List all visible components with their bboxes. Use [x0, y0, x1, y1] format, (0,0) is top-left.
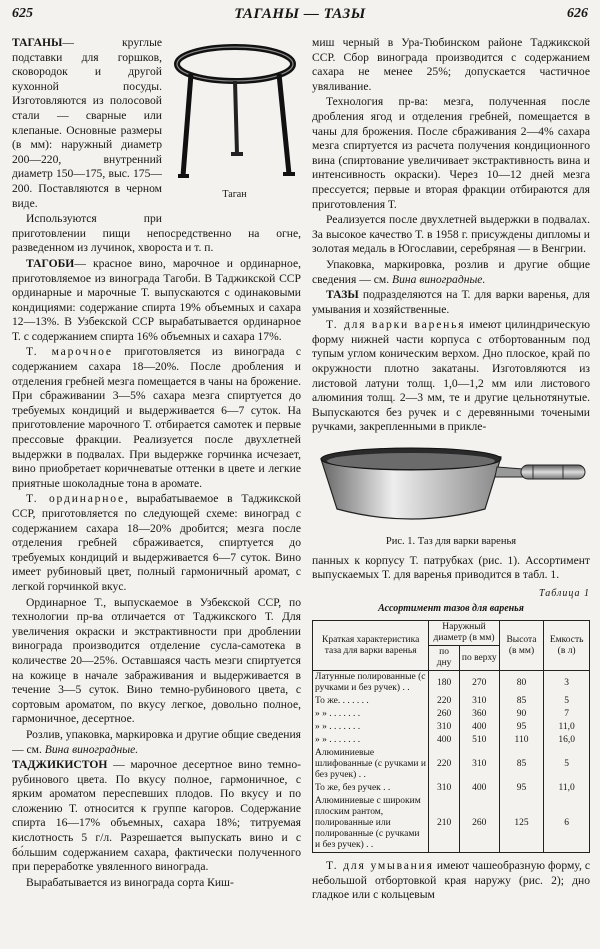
table-row	[313, 671, 590, 696]
th-top: по верху	[459, 646, 499, 671]
cell-capacity: 3	[544, 671, 590, 696]
table-title: Ассортимент тазов для варенья	[378, 603, 524, 615]
cell-height: 90	[499, 708, 544, 721]
right-column	[312, 36, 590, 903]
text-umyvanie: имеют чашеобразную форму, с небольшой отбортовкой края наружу (рис. 2); дно гладкое или с кольцевым	[312, 859, 590, 902]
cell-name: Алюминиевые с широким плоским рантом, полированные или полированные (с ручками и без ручек) . .	[313, 795, 429, 853]
text-tagany: — круглые подставки для горшков, сковородок и другой кухонной посуды. Изготовляются из полосовой стали — сварные или клепаные. Основные размеры (в мм): наружный диаметр 200—220, внутренний диаметр 150—175, выс. 175—200. Поставляются в черном виде.	[12, 36, 162, 210]
cell-top: 260	[459, 795, 499, 853]
cell-height: 80	[499, 671, 544, 696]
tagan-caption: Таган	[222, 189, 247, 200]
table-row	[313, 695, 590, 708]
page-number-left: 625	[12, 6, 33, 21]
cell-capacity: 5	[544, 747, 590, 782]
entry-tazy	[312, 288, 590, 317]
entry-tadzhikiston	[12, 758, 301, 875]
cell-bottom: 220	[429, 695, 460, 708]
cell-name: То же, без ручек . .	[313, 782, 429, 795]
text-marochnoe: приготовляется из винограда с содержанием сахара 18—20%. После дробления и отделения гребней мезга помещается в чаны на брожение. При сбраживании 3—5% сахара мезга спиртуется до требуемых кондиций и выдерживается 6—7 суток. На приготовление марочного Т. отбирается самотек и первые прессовые фракции. Реализуется после двухлетней выдержки в подвалах. При выдержке горчинка исчезает, вино приобретает коричневатые оттенки в цвете и легкие приятные шоколадные тона в аромате.	[12, 345, 301, 490]
cell-bottom: 260	[429, 708, 460, 721]
assortment-table	[312, 620, 590, 853]
cell-capacity: 6	[544, 795, 590, 853]
term-umyvanie: Т. для умывания	[326, 859, 434, 872]
xref-vina[interactable]: Вина виноградные.	[44, 742, 139, 756]
tagan-illustration	[171, 36, 299, 186]
para-cont: миш черный в Ура-Тюбинском районе Таджикской ССР. Сбор винограда производится с содержанием сахара не менее 25%; допускается частичное увяливание.	[312, 36, 590, 93]
para-vyrab: Вырабатывается из винограда сорта Киш-	[26, 875, 234, 889]
text-ordinarnoe: , вырабатываемое в Таджикской ССР, приготовляется по следующей схеме: виноград с содержанием сахара 18—20% дробится; мезга после отделения гребней сбраживается, спиртуется до требуемых кондиций и выдерживается 6—7 суток. Вино имеет рубиновый цвет, полный гармоничный аромат, с легкой горчинкой вкус.	[12, 492, 301, 593]
pan-illustration	[313, 443, 589, 531]
para-uzbek: Ординарное Т., выпускаемое в Узбекской ССР, по технологии пр-ва отличается от Таджикского Т. Для увеличения окраски и экстрактивности при дроблении винограда производится отделение сусла-самотека в количестве 20—25%. Оставшаяся часть мезги спиртуется на кожице в начале забраживания и выдерживается в течение 3—5 суток. Вино темно-рубинового цвета, с сортовым ароматом, по вкусу легкое, довольно полное, гармоничное, десертное.	[12, 595, 301, 726]
table-number: Таблица 1	[539, 587, 590, 599]
text-tadzhikiston: — марочное десертное вино темно-рубинового цвета. По вкусу полное, гармоничное, с ярким ароматом переспевших плодов. По вкусу и по сложению Т. относится к группе кагоров. Содержание спирта 16—17% объемных, сахара 18%; титруемая кислотность 5 г/л. Разрешается выпускать вино и с бо́льшим содержанием сахара, фактически полученного при переработке увяленного винограда.	[12, 758, 301, 874]
cell-height: 125	[499, 795, 544, 853]
cell-name: То же. . . . . . .	[313, 695, 429, 708]
para-use: Используются при приготовлении пищи непосредственно на огне, разведенном из лучинок, хвороста и т. п.	[12, 212, 301, 255]
cell-top: 310	[459, 747, 499, 782]
table-row	[313, 721, 590, 734]
para-tech: Технология пр-ва: мезга, полученная после дробления ягод и отделения гребней, помещается в чаны для брожения. После сбраживания 2—4% сахара мезга спиртуется из расчета получения кондиционного вина (спиртование увеличивает экстрактивность вина и интенсивность окраски). Через 10—12 дней мезга прессуется; первые и вторая фракции отбираются для приготовления Т.	[312, 95, 590, 211]
cell-bottom: 220	[429, 747, 460, 782]
xref-vina-2[interactable]: Вина виноградные.	[392, 272, 486, 286]
term-marochnoe: Т. марочное	[26, 345, 113, 359]
term-varka: Т. для варки варенья	[326, 318, 466, 332]
cell-top: 360	[459, 708, 499, 721]
table-row	[313, 747, 590, 782]
cell-bottom: 310	[429, 721, 460, 734]
cell-height: 85	[499, 747, 544, 782]
running-title: ТАГАНЫ — ТАЗЫ	[234, 6, 366, 22]
left-column	[12, 36, 301, 890]
term-tadzhikiston: ТАДЖИКИСТОН	[12, 758, 108, 772]
para-rozliv	[12, 728, 301, 757]
tagan-figure	[168, 36, 301, 214]
page-number-right: 626	[567, 6, 588, 21]
cell-capacity: 11,0	[544, 721, 590, 734]
cell-height: 95	[499, 782, 544, 795]
th-name: Краткая характеристика таза для варки варенья	[313, 621, 429, 671]
term-tagobi: ТАГОБИ	[26, 256, 75, 270]
pan-caption: Рис. 1. Таз для варки варенья	[385, 536, 517, 548]
para-ordinarnoe	[12, 492, 301, 594]
cell-bottom: 400	[429, 734, 460, 747]
cell-top: 310	[459, 695, 499, 708]
cell-height: 95	[499, 721, 544, 734]
cell-top: 510	[459, 734, 499, 747]
cell-height: 85	[499, 695, 544, 708]
text-tazy: подразделяются на Т. для варки варенья, для умывания и хозяйственные.	[312, 288, 590, 316]
cell-name: » » . . . . . . .	[313, 721, 429, 734]
term-tagany: ТАГАНЫ	[12, 36, 63, 49]
cell-bottom: 310	[429, 782, 460, 795]
term-ordinarnoe: Т. ординарное	[26, 492, 125, 506]
th-diameter: Наружный диаметр (в мм)	[429, 621, 499, 646]
cell-height: 110	[499, 734, 544, 747]
para-marochnoe	[12, 345, 301, 491]
para-varka	[312, 318, 590, 435]
para-after-fig: панных к корпусу Т. патрубках (рис. 1). Ассортимент выпускаемых Т. для варенья приводится в табл. 1.	[312, 553, 590, 582]
running-header	[0, 6, 600, 26]
cell-capacity: 5	[544, 695, 590, 708]
cell-capacity: 16,0	[544, 734, 590, 747]
pan-figure	[312, 443, 590, 550]
cell-top: 400	[459, 721, 499, 734]
entry-tagobi	[12, 257, 301, 345]
para-umyvanie	[312, 859, 590, 903]
th-bottom: по дну	[429, 646, 460, 671]
cell-name: Латунные полированные (с ручками и без ручек) . .	[313, 671, 429, 696]
table-row	[313, 782, 590, 795]
text-upak: Упаковка, маркировка, розлив и другие общие сведения — см.	[312, 257, 590, 286]
cell-bottom: 180	[429, 671, 460, 696]
para-upak	[312, 258, 590, 287]
cell-top: 400	[459, 782, 499, 795]
table-row	[313, 708, 590, 721]
cell-name: » » . . . . . . .	[313, 734, 429, 747]
text-rozliv: Розлив, упаковка, маркировка и другие общие сведения — см.	[12, 727, 301, 756]
text-tagobi: — красное вино, марочное и ординарное, приготовляемое из винограда Тагоби. В Таджикской ССР ординарные и марочные Т. выпускаются с одинаковыми кондициями: содержание спирта 19% объемных и сахара 12—13%. В Узбекской ССР вырабатывается ординарное Т. с содержанием спирта 16% объемных и сахара 17%.	[12, 256, 301, 343]
para-real: Реализуется после двухлетней выдержки в подвалах. За высокое качество Т. в 1958 г. присуждены дипломы и золотая медаль в Югославии, серебряная — в Венгрии.	[312, 213, 590, 256]
term-tazy: ТАЗЫ	[326, 288, 359, 302]
table-row	[313, 795, 590, 853]
cell-bottom: 210	[429, 795, 460, 853]
cell-top: 270	[459, 671, 499, 696]
text-varka: имеют цилиндрическую форму нижней части корпуса с отбортованным под тупым углом коническим верхом. Дно плоское, край по окружности плотно закатаны. Изготовляются из листовой латуни толщ. 1,0—1,2 мм или листового алюминия толщ. 2—3 мм, те и другие цельнотянутые. Выпускаются без ручек и с деревянными точеными ручками, закрепленными в прикле-	[312, 318, 590, 434]
table-row	[313, 734, 590, 747]
th-height: Высота (в мм)	[499, 621, 544, 671]
cell-name: Алюминиевые шлифованные (с ручками и без ручек) . .	[313, 747, 429, 782]
th-capacity: Емкость (в л)	[544, 621, 590, 671]
cell-capacity: 7	[544, 708, 590, 721]
cell-capacity: 11,0	[544, 782, 590, 795]
cell-name: » » . . . . . . .	[313, 708, 429, 721]
